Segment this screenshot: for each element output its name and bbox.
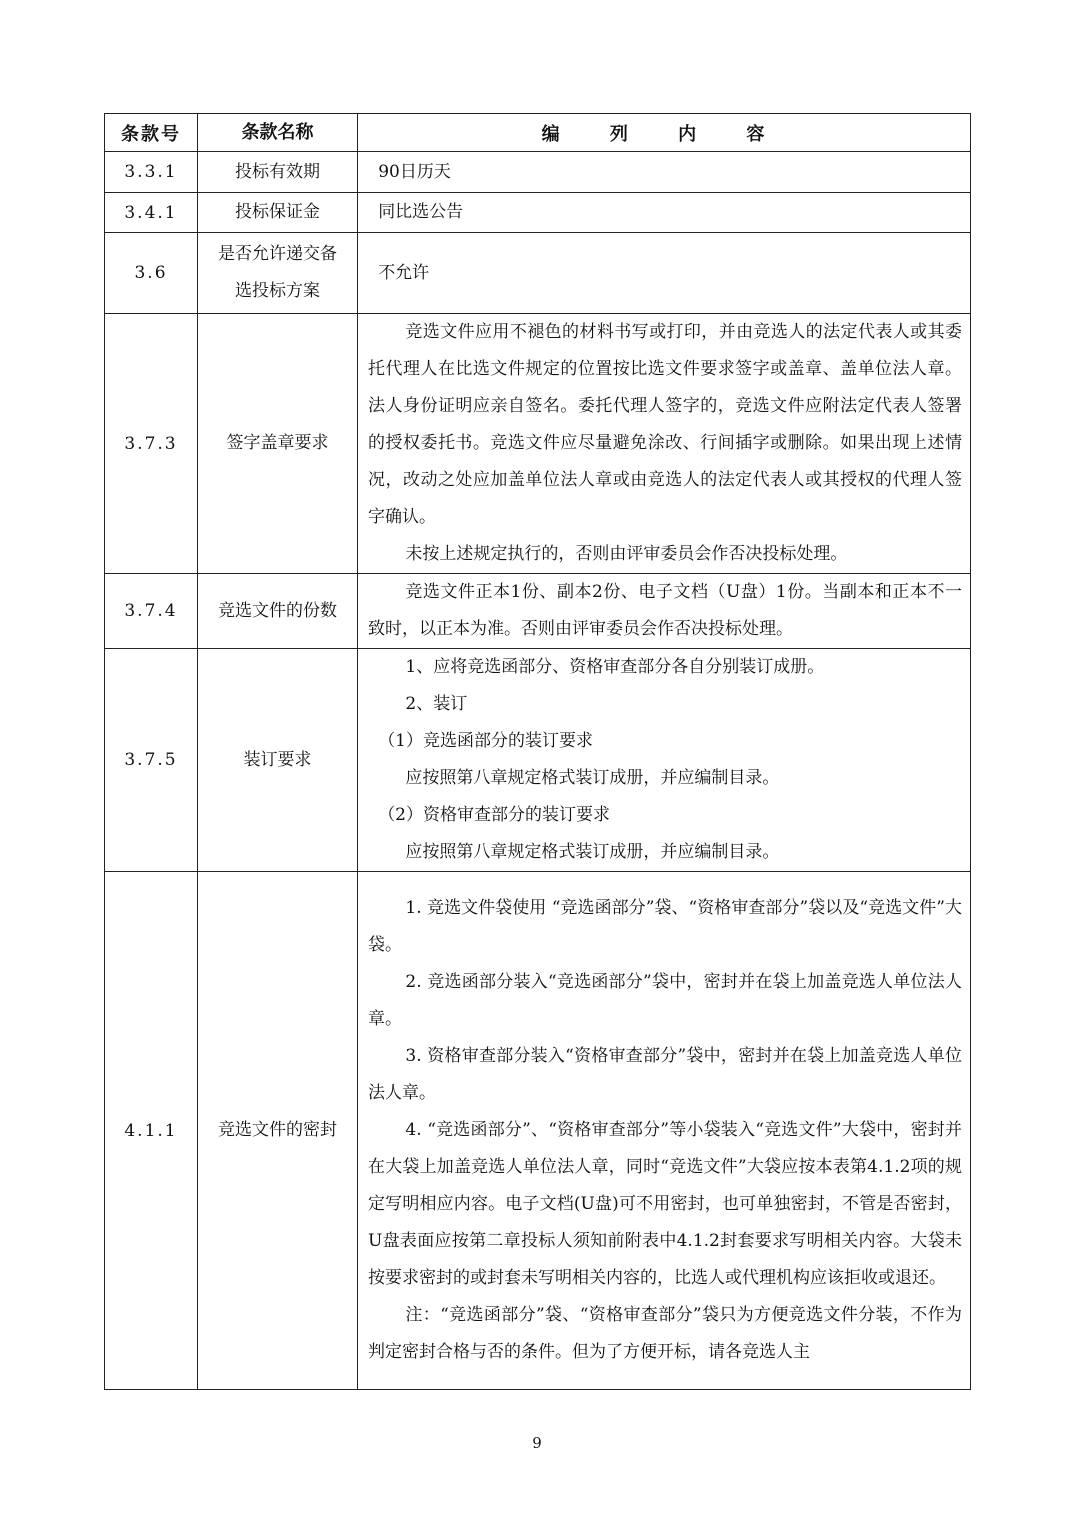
header-content-label: 编 列 内 容 bbox=[541, 123, 787, 145]
clause-content bbox=[358, 193, 971, 233]
clause-content bbox=[358, 314, 971, 574]
content-paragraph: 2、装订 bbox=[405, 694, 468, 714]
header-clause-name: 条款名称 bbox=[198, 114, 358, 152]
content-paragraph: 竞选文件正本1份、副本2份、电子文档（U盘）1份。当副本和正本不一致时，以正本为准。否则由评审委员会作否决投标处理。 bbox=[368, 582, 962, 639]
content-paragraph: （1）竞选函部分的装订要求 bbox=[378, 731, 594, 751]
clause-content bbox=[358, 649, 971, 872]
clause-number: 4.1.1 bbox=[105, 872, 198, 1390]
clause-number: 3.7.4 bbox=[105, 574, 198, 649]
content-paragraph: （2）资格审查部分的装订要求 bbox=[378, 805, 611, 825]
clause-number: 3.3.1 bbox=[105, 152, 198, 193]
table-header bbox=[105, 114, 971, 152]
clause-number: 3.6 bbox=[105, 233, 198, 314]
content-paragraph: 未按上述规定执行的，否则由评审委员会作否决投标处理。 bbox=[405, 544, 848, 564]
clause-name: 竞选文件的密封 bbox=[198, 872, 358, 1390]
header-content bbox=[358, 114, 971, 152]
content-paragraph: 竞选文件应用不褪色的材料书写或打印，并由竞选人的法定代表人或其委托代理人在比选文件规定的位置按比选文件要求签字或盖章、盖单位法人章。法人身份证明应亲自签名。委托代理人签字的，竞选文件应附法定代表人签署的授权委托书。竞选文件应尽量避免涂改、行间插字或删除。如果出现上述情况，改动之处应加盖单位法人章或由竞选人的法定代表人或其授权的代理人签字确认。 bbox=[368, 322, 962, 527]
clause-name: 投标保证金 bbox=[198, 193, 358, 233]
content-paragraph: 90日历天 bbox=[378, 161, 451, 182]
table-row bbox=[105, 649, 971, 872]
clause-name: 装订要求 bbox=[198, 649, 358, 872]
content-paragraph: 3. 资格审查部分装入“资格审查部分”袋中，密封并在袋上加盖竞选人单位法人章。 bbox=[368, 1046, 962, 1103]
bid-data-table bbox=[104, 113, 971, 1390]
content-paragraph: 同比选公告 bbox=[378, 202, 464, 222]
header-clause-no: 条款号 bbox=[105, 114, 198, 152]
content-paragraph: 应按照第八章规定格式装订成册，并应编制目录。 bbox=[405, 768, 780, 788]
clause-number: 3.7.3 bbox=[105, 314, 198, 574]
clause-name: 竞选文件的份数 bbox=[198, 574, 358, 649]
table-row bbox=[105, 574, 971, 649]
content-paragraph: 不允许 bbox=[378, 262, 430, 283]
content-paragraph: 1、应将竞选函部分、资格审查部分各自分别装订成册。 bbox=[405, 657, 825, 677]
clause-content bbox=[358, 574, 971, 649]
page-number: 9 bbox=[532, 1434, 542, 1452]
clause-content bbox=[358, 233, 971, 314]
content-paragraph: 1. 竞选文件袋使用 “竞选函部分”袋、“资格审查部分”袋以及“竞选文件”大袋。 bbox=[368, 898, 962, 955]
clause-number: 3.4.1 bbox=[105, 193, 198, 233]
table-row bbox=[105, 152, 971, 193]
clause-name: 签字盖章要求 bbox=[198, 314, 358, 574]
content-paragraph: 2. 竞选函部分装入“竞选函部分”袋中，密封并在袋上加盖竞选人单位法人章。 bbox=[368, 972, 962, 1029]
clause-content bbox=[358, 872, 971, 1390]
clause-name: 投标有效期 bbox=[198, 152, 358, 193]
content-paragraph: 应按照第八章规定格式装订成册，并应编制目录。 bbox=[405, 842, 780, 862]
table-row bbox=[105, 314, 971, 574]
clause-number: 3.7.5 bbox=[105, 649, 198, 872]
clause-name: 是否允许递交备选投标方案 bbox=[198, 233, 358, 314]
table-row bbox=[105, 193, 971, 233]
clause-content bbox=[358, 152, 971, 193]
table-row bbox=[105, 233, 971, 314]
content-paragraph: 注：“竞选函部分”袋、“资格审查部分”袋只为方便竞选文件分装，不作为判定密封合格与否的条件。但为了方便开标，请各竞选人主 bbox=[368, 1305, 962, 1362]
table-row bbox=[105, 872, 971, 1390]
content-paragraph: 4. “竞选函部分”、“资格审查部分”等小袋装入“竞选文件”大袋中，密封并在大袋上加盖竞选人单位法人章，同时“竞选文件”大袋应按本表第4.1.2项的规定写明相应内容。电子文档(U盘)可不用密封，也可单独密封，不管是否密封，U盘表面应按第二章投标人须知前附表中4.1.2封套要求写明相关内容。大袋未按要求密封的或封套未写明相关内容的，比选人或代理机构应该拒收或退还。 bbox=[368, 1120, 962, 1288]
